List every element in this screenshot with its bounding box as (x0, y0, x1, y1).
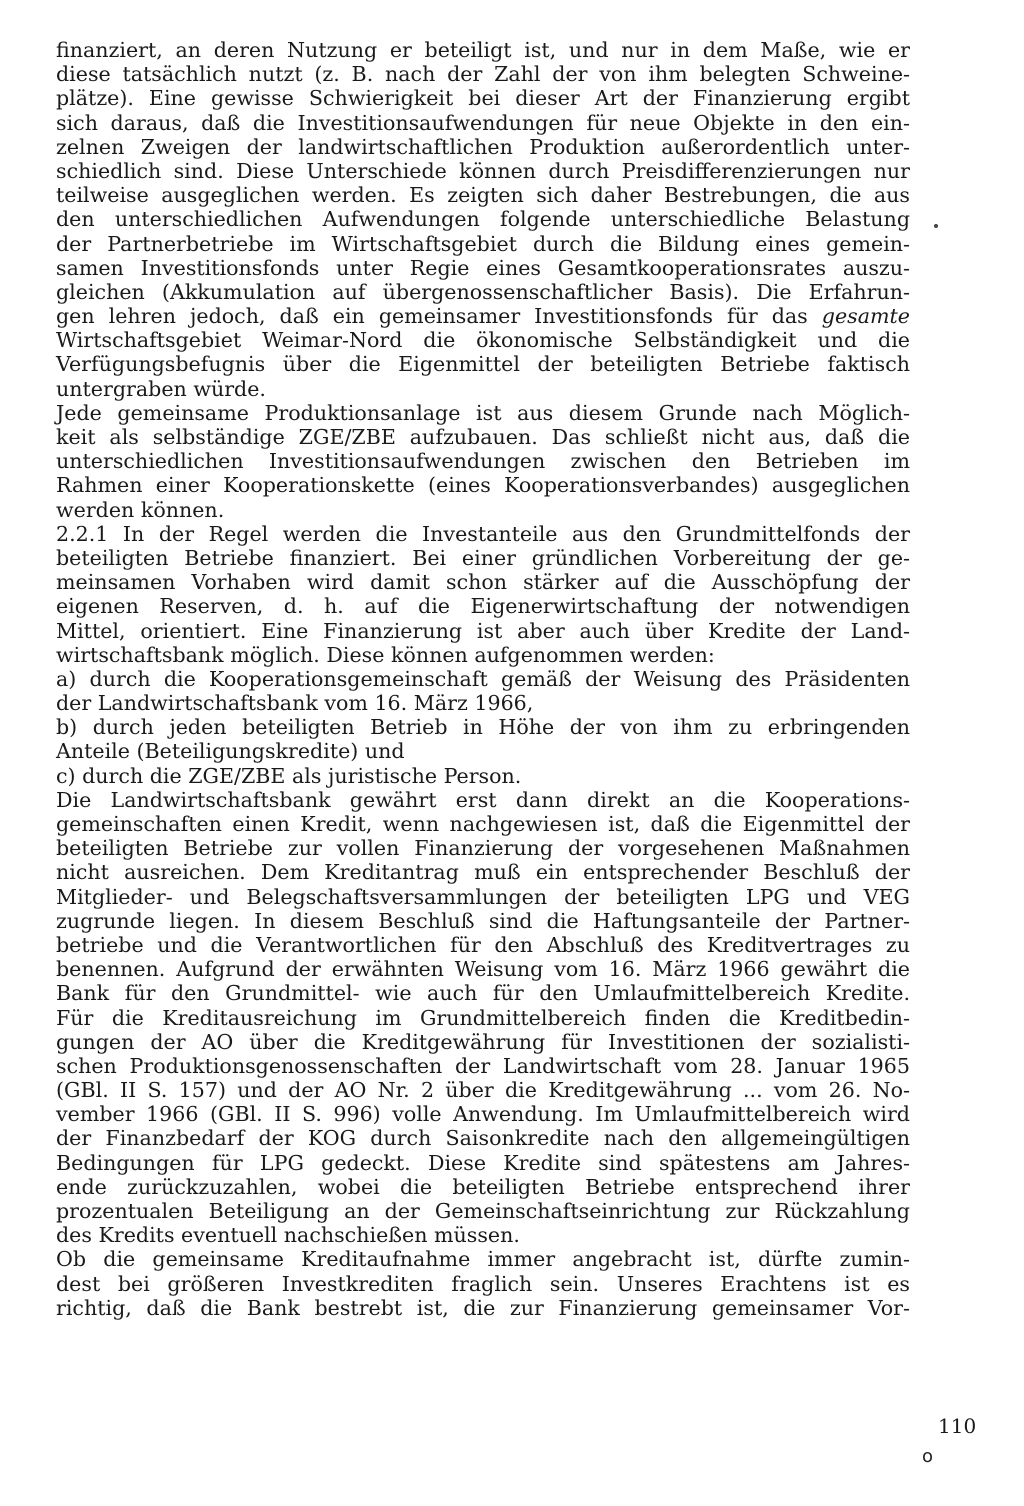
text-line: Rahmen einer Kooperationskette (eines Kooperationsverbandes) ausgeglichen (56, 473, 910, 498)
text-line: untergraben würde. (56, 376, 266, 401)
text-line: sich daraus, daß die Investitionsaufwendungen für neue Objekte in den ein- (56, 110, 910, 135)
text-line: 2.2.1 In der Regel werden die Investanteile aus den Grundmittelfonds der (56, 521, 910, 546)
text-line: richtig, daß die Bank bestrebt ist, die zur Finanzierung gemeinsamer Vor- (56, 1295, 910, 1320)
text-line: samen Investitionsfonds unter Regie eines Gesamtkooperationsrates auszu- (56, 255, 910, 280)
text-line: b) durch jeden beteiligten Betrieb in Höhe der von ihm zu erbringenden (56, 715, 910, 740)
text-line: gen lehren jedoch, daß ein gemeinsamer Investitionsfonds für das gesamte (56, 304, 910, 329)
text-line: gemeinschaften einen Kredit, wenn nachgewiesen ist, daß die Eigenmittel der (56, 812, 910, 836)
text-line: vember 1966 (GBl. II S. 996) volle Anwendung. Im Umlaufmittelbereich wird (56, 1102, 910, 1127)
text-line: gungen der AO über die Kreditgewährung für Investitionen der sozialisti- (56, 1029, 910, 1054)
text-line: zugrunde liegen. In diesem Beschluß sind die Haftungsanteile der Partner- (56, 908, 910, 933)
text-line: des Kredits eventuell nachschießen müssen. (56, 1223, 520, 1248)
text-line: der Finanzbedarf der KOG durch Saisonkredite nach den allgemeingültigen (56, 1126, 910, 1151)
text-line: den unterschiedlichen Aufwendungen folgende unterschiedliche Belastung (56, 207, 910, 232)
text-line: Wirtschaftsgebiet Weimar-Nord die ökonomische Selbständigkeit und die (56, 328, 910, 353)
text-line: eigenen Reserven, d. h. auf die Eigenerwirtschaftung der notwendigen (56, 594, 910, 619)
text-line: teilweise ausgeglichen werden. Es zeigten sich daher Bestrebungen, die aus (56, 183, 910, 208)
text-line: ende zurückzuzahlen, wobei die beteiligten Betriebe entsprechend ihrer (56, 1174, 910, 1199)
text-line: nicht ausreichen. Dem Kreditantrag muß ein entsprechender Beschluß der (56, 860, 910, 885)
text-line: Mittel, orientiert. Eine Finanzierung ist aber auch über Kredite der Land- (56, 618, 910, 643)
text-line: der Landwirtschaftsbank vom 16. März 1966, (56, 691, 534, 716)
italic-emphasis: gesamte (821, 304, 910, 329)
text-line: Für die Kreditausreichung im Grundmittelbereich finden die Kreditbedin- (56, 1005, 910, 1030)
text-line: Bank für den Grundmittel- wie auch für den Umlaufmittelbereich Kredite. (56, 981, 910, 1006)
document-body (56, 38, 910, 1320)
text-line: dest bei größeren Investkrediten fraglich sein. Unseres Erachtens ist es (56, 1271, 910, 1296)
text-line: a) durch die Kooperationsgemeinschaft gemäß der Weisung des Präsidenten (56, 666, 910, 691)
text-line: prozentualen Beteiligung an der Gemeinschaftseinrichtung zur Rückzahlung (56, 1199, 910, 1223)
text-line: schiedlich sind. Diese Unterschiede können durch Preisdifferenzierungen nur (56, 158, 910, 183)
text-line: keit als selbständige ZGE/ZBE aufzubauen. Das schließt nicht aus, daß die (56, 425, 910, 449)
text-line: wirtschaftsbank möglich. Diese können aufgenommen werden: (56, 642, 715, 667)
page-number: 110 (938, 1414, 977, 1438)
text-line: gleichen (Akkumulation auf übergenossenschaftlicher Basis). Die Erfahrun- (56, 279, 910, 304)
text-line: der Partnerbetriebe im Wirtschaftsgebiet durch die Bildung eines gemein- (56, 231, 910, 256)
speck-mark (934, 224, 938, 228)
text-line: benennen. Aufgrund der erwähnten Weisung vom 16. März 1966 gewährt die (56, 957, 910, 982)
text-line: Bedingungen für LPG gedeckt. Diese Kredite sind spätestens am Jahres- (56, 1150, 910, 1175)
text-line: finanziert, an deren Nutzung er beteiligt ist, und nur in dem Maße, wie er (56, 38, 910, 62)
text-line: diese tatsächlich nutzt (z. B. nach der Zahl der von ihm belegten Schweine- (56, 62, 910, 87)
text-line: Jede gemeinsame Produktionsanlage ist aus diesem Grunde nach Möglich- (56, 400, 910, 425)
text-line: Die Landwirtschaftsbank gewährt erst dann direkt an die Kooperations- (56, 787, 910, 812)
text-line: beteiligten Betriebe finanziert. Bei einer gründlichen Vorbereitung der ge- (56, 545, 910, 570)
text-line: c) durch die ZGE/ZBE als juristische Person. (56, 763, 522, 788)
text-line: plätze). Eine gewisse Schwierigkeit bei dieser Art der Finanzierung ergibt (56, 86, 910, 111)
text-line: Mitglieder- und Belegschaftsversammlungen der beteiligten LPG und VEG (56, 884, 910, 909)
text-line: Anteile (Beteiligungskredite) und (56, 739, 405, 764)
text-line: betriebe und die Verantwortlichen für den Abschluß des Kreditvertrages zu (56, 932, 910, 957)
text-line: meinsamen Vorhaben wird damit schon stärker auf die Ausschöpfung der (56, 570, 910, 595)
text-line: unterschiedlichen Investitionsaufwendungen zwischen den Betrieben im (56, 449, 910, 474)
text-line: zelnen Zweigen der landwirtschaftlichen Produktion außerordentlich unter- (56, 134, 910, 159)
text-line: werden können. (56, 497, 225, 522)
corner-mark: o (922, 1446, 934, 1467)
text-line: Ob die gemeinsame Kreditaufnahme immer angebracht ist, dürfte zumin- (56, 1247, 910, 1272)
text-line: (GBl. II S. 157) und der AO Nr. 2 über die Kreditgewährung ... vom 26. No- (56, 1078, 910, 1103)
text-line: Verfügungsbefugnis über die Eigenmittel der beteiligten Betriebe faktisch (56, 352, 910, 377)
text-line: beteiligten Betriebe zur vollen Finanzierung der vorgesehenen Maßnahmen (56, 836, 910, 861)
text-line: schen Produktionsgenossenschaften der Landwirtschaft vom 28. Januar 1965 (56, 1053, 910, 1078)
